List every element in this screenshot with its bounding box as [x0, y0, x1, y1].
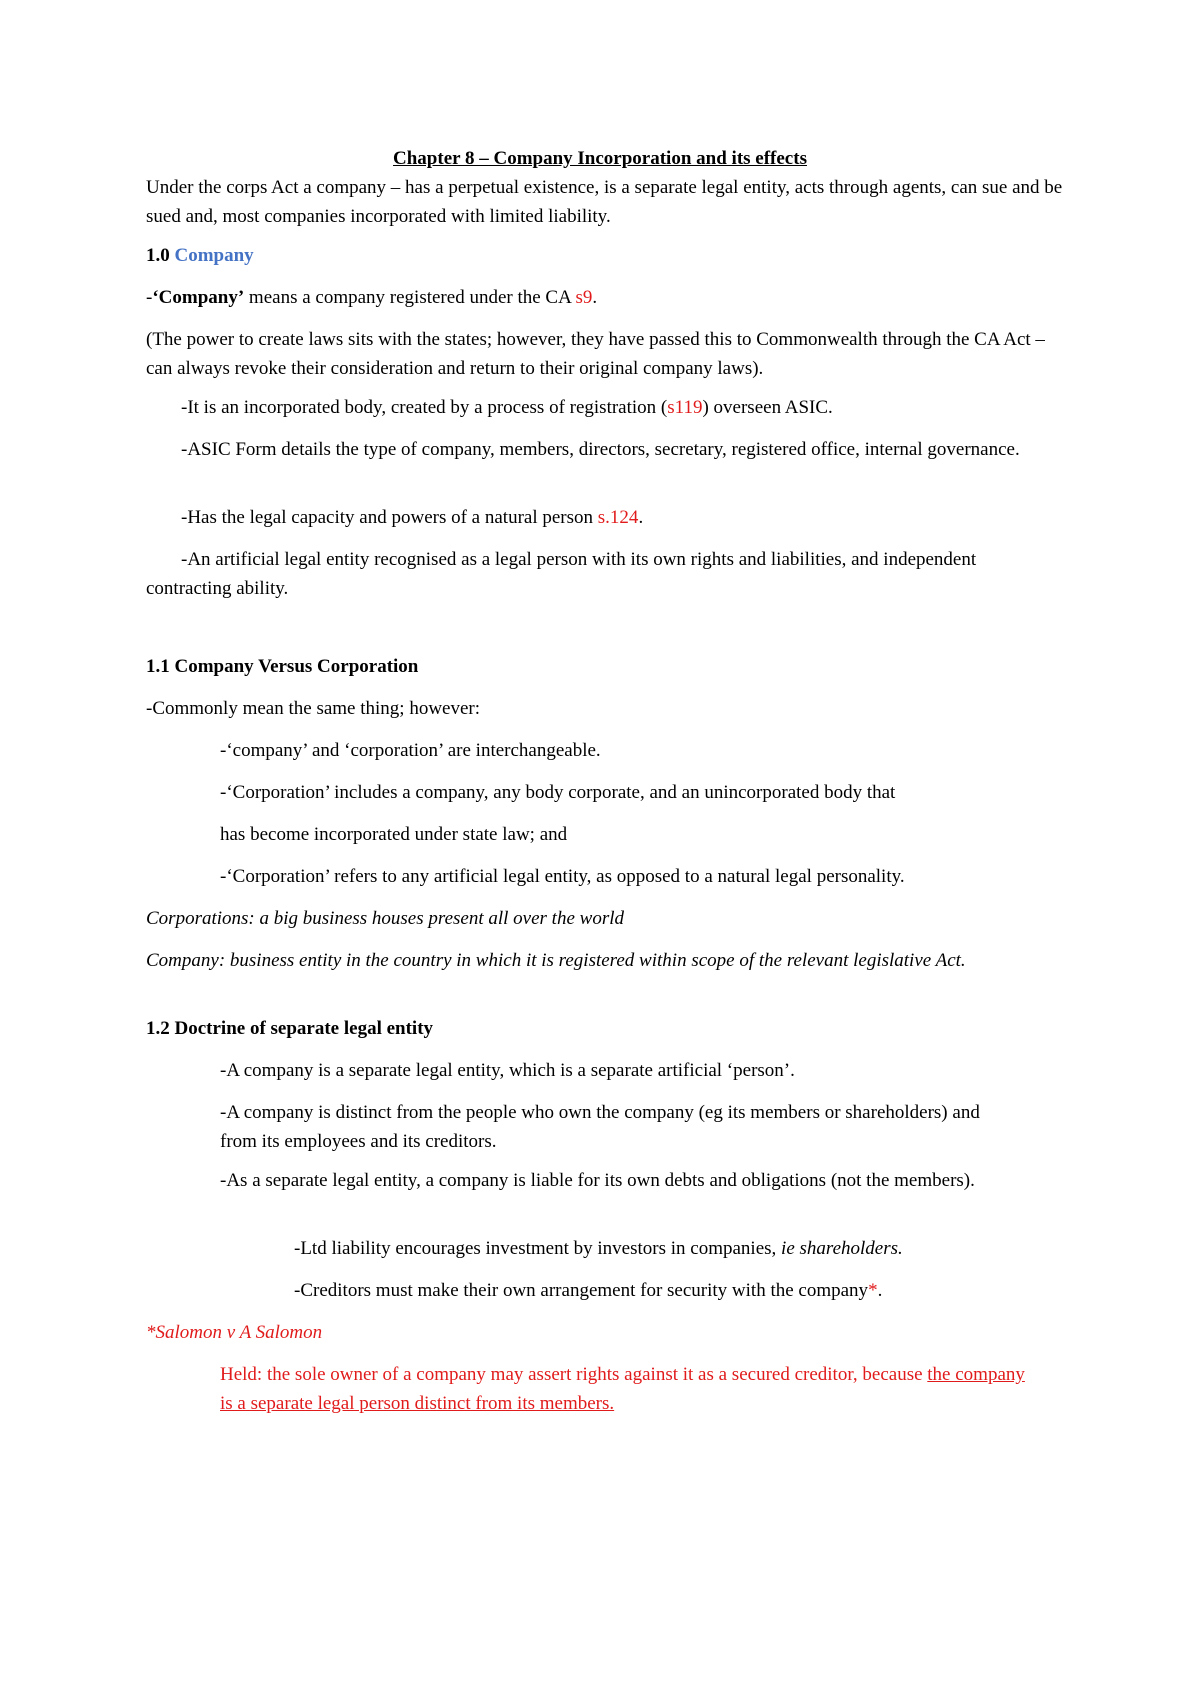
bullet-distinct-from-owners: -A company is distinct from the people who own the company (eg its members or shareholders) and from its employees and its creditors.: [220, 1102, 980, 1152]
bullet-text-end: ) overseen ASIC.: [702, 397, 833, 418]
bullet-liable-own-debts: -As a separate legal entity, a company is liable for its own debts and obligations (not the members).: [220, 1170, 975, 1191]
sub-bullet-creditors: [294, 1276, 1054, 1305]
company-note: Company: business entity in the country in which it is registered within scope of the relevant legislative Act.: [146, 950, 966, 971]
section-1-0-heading: [146, 241, 1066, 270]
shareholders-text: ie shareholders.: [781, 1238, 903, 1259]
bullet-legal-capacity: [181, 503, 1051, 532]
bullet-corporation-refers: -‘Corporation’ refers to any artificial legal entity, as opposed to a natural legal personality.: [220, 866, 905, 887]
held-text: Held: the sole owner of a company may assert rights against it as a secured creditor, because: [220, 1364, 928, 1385]
section-title: Company: [174, 245, 254, 266]
case-name: *Salomon v A Salomon: [146, 1322, 323, 1343]
bullet-text: -It is an incorporated body, created by a process of registration (: [181, 397, 668, 418]
page-title: Chapter 8 – Company Incorporation and its effects: [393, 148, 807, 169]
period: .: [638, 507, 644, 528]
section-number: 1.0: [146, 245, 175, 266]
case-held: [220, 1360, 1040, 1418]
sub-bullet-ltd-liability: [294, 1234, 1054, 1263]
corporations-note: Corporations: a big business houses present all over the world: [146, 908, 624, 929]
power-note: (The power to create laws sits with the states; however, they have passed this to Commonwealth through the CA Act – can always revoke their consideration and return to their original company laws).: [146, 329, 1045, 379]
section-reference: s.124: [597, 507, 639, 528]
bullet-corporation-includes-cont: has become incorporated under state law; and: [220, 824, 568, 845]
section-1-2-heading: 1.2 Doctrine of separate legal entity: [146, 1018, 434, 1039]
footnote-marker: *: [868, 1280, 878, 1301]
period: .: [592, 287, 598, 308]
bullet-asic-form: -ASIC Form details the type of company, members, directors, secretary, registered office, internal governance.: [181, 439, 1020, 460]
company-definition: [146, 283, 1066, 312]
period: .: [877, 1280, 883, 1301]
bullet-incorporated-body: [181, 393, 1051, 422]
section-1-1-heading: 1.1 Company Versus Corporation: [146, 656, 419, 677]
section-reference: s9: [575, 287, 593, 308]
bullet-separate-entity: -A company is a separate legal entity, which is a separate artificial ‘person’.: [220, 1060, 795, 1081]
defined-term: ‘Company’: [152, 287, 245, 308]
dash: -: [146, 287, 153, 308]
section-reference: s119: [667, 397, 703, 418]
bullet-text: -Ltd liability encourages investment by investors in companies,: [294, 1238, 782, 1259]
bullet-interchangeable: -‘company’ and ‘corporation’ are interchangeable.: [220, 740, 601, 761]
bullet-text: -Creditors must make their own arrangement for security with the company: [294, 1280, 869, 1301]
intro-paragraph: Under the corps Act a company – has a perpetual existence, is a separate legal entity, acts through agents, can sue and be sued and, most companies incorporated with limited liability.: [146, 177, 1063, 227]
definition-text: means a company registered under the CA: [244, 287, 576, 308]
bullet-corporation-includes: -‘Corporation’ includes a company, any body corporate, and an unincorporated body that: [220, 782, 896, 803]
bullet-artificial-entity: -An artificial legal entity recognised as a legal person with its own rights and liabilities, and independent contracting ability.: [146, 549, 977, 599]
section-1-1-lead: -Commonly mean the same thing; however:: [146, 698, 481, 719]
held-text-underlined: the company is a separate legal person distinct from its members.: [220, 1364, 1025, 1414]
bullet-text: -Has the legal capacity and powers of a natural person: [181, 507, 598, 528]
